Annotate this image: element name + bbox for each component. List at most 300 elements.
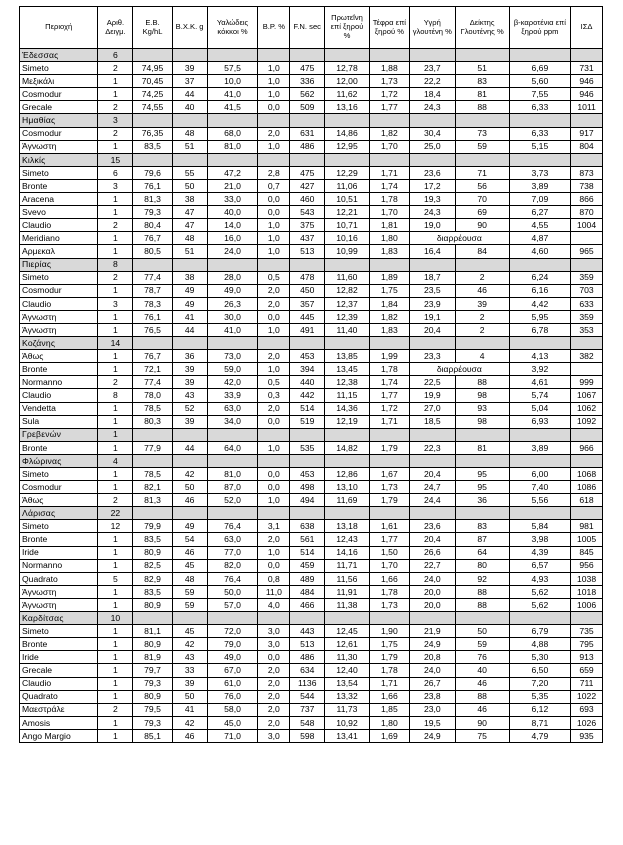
table-cell: 966 <box>571 441 603 454</box>
table-cell: 2,0 <box>258 664 290 677</box>
variety-name: Vendetta <box>20 402 98 415</box>
table-cell: 79,9 <box>133 520 172 533</box>
table-row <box>20 245 603 258</box>
variety-name: Quadrato <box>20 572 98 585</box>
table-cell: 64 <box>455 546 509 559</box>
region-row <box>20 153 603 166</box>
table-cell: 10,99 <box>325 245 370 258</box>
table-cell: 22,7 <box>410 559 456 572</box>
table-cell: 50 <box>172 690 207 703</box>
table-cell: 67,0 <box>207 664 258 677</box>
table-cell: 1,73 <box>369 481 409 494</box>
empty-cell <box>290 454 325 467</box>
table-cell: 95 <box>455 481 509 494</box>
table-cell: 39 <box>172 677 207 690</box>
empty-cell <box>133 507 172 520</box>
variety-name: Μαεστράλε <box>20 703 98 716</box>
table-row <box>20 271 603 284</box>
region-row <box>20 507 603 520</box>
table-cell: 76,35 <box>133 127 172 140</box>
table-row <box>20 703 603 716</box>
table-cell: 357 <box>290 297 325 310</box>
empty-cell <box>455 258 509 271</box>
table-cell: 51 <box>172 245 207 258</box>
table-cell: 83,5 <box>133 140 172 153</box>
table-cell: 46 <box>172 546 207 559</box>
table-cell: 0,0 <box>258 101 290 114</box>
table-cell: 1 <box>98 441 133 454</box>
table-cell: 1038 <box>571 572 603 585</box>
table-row <box>20 206 603 219</box>
table-cell: 51 <box>455 62 509 75</box>
table-cell: 999 <box>571 376 603 389</box>
table-cell: 804 <box>571 140 603 153</box>
table-cell: 90 <box>455 219 509 232</box>
table-cell: 52,0 <box>207 494 258 507</box>
table-cell: 4,13 <box>509 350 570 363</box>
table-cell: 11,69 <box>325 494 370 507</box>
table-cell: 0,5 <box>258 376 290 389</box>
table-cell: 0,5 <box>258 271 290 284</box>
table-cell: 618 <box>571 494 603 507</box>
table-cell: 6,33 <box>509 127 570 140</box>
table-cell: 12,86 <box>325 468 370 481</box>
table-cell: 40,0 <box>207 206 258 219</box>
empty-cell <box>325 153 370 166</box>
table-cell: 40 <box>455 664 509 677</box>
table-cell: 88 <box>455 690 509 703</box>
table-cell: 1,66 <box>369 690 409 703</box>
table-cell: 13,45 <box>325 363 370 376</box>
table-cell: 24,3 <box>410 101 456 114</box>
variety-name: Άγνωστη <box>20 140 98 153</box>
table-cell: 1,71 <box>369 166 409 179</box>
table-cell: 11,40 <box>325 323 370 336</box>
table-cell: 12,95 <box>325 140 370 153</box>
table-cell: 6,79 <box>509 625 570 638</box>
empty-cell <box>571 258 603 271</box>
table-cell: 1,71 <box>369 677 409 690</box>
column-header: Αριθ. Δειγμ. <box>98 7 133 49</box>
table-cell: 1,0 <box>258 88 290 101</box>
table-row <box>20 402 603 415</box>
table-cell: 965 <box>571 245 603 258</box>
table-cell: 12,37 <box>325 297 370 310</box>
table-cell: 11,38 <box>325 598 370 611</box>
table-cell: 1 <box>98 690 133 703</box>
empty-cell <box>207 612 258 625</box>
table-cell: 1,74 <box>369 376 409 389</box>
empty-cell <box>509 153 570 166</box>
region-count: 10 <box>98 612 133 625</box>
table-cell: 78,3 <box>133 297 172 310</box>
table-cell: 12,82 <box>325 284 370 297</box>
table-cell: 548 <box>290 716 325 729</box>
table-cell: 494 <box>290 494 325 507</box>
table-row <box>20 415 603 428</box>
table-cell: 2,8 <box>258 166 290 179</box>
empty-cell <box>410 114 456 127</box>
column-header: Υγρή γλουτένη % <box>410 7 456 49</box>
table-cell: 39 <box>172 415 207 428</box>
empty-cell <box>172 507 207 520</box>
region-name: Καρδίτσας <box>20 612 98 625</box>
table-cell: 1,0 <box>258 245 290 258</box>
table-cell: 20,8 <box>410 651 456 664</box>
table-cell: 4,0 <box>258 598 290 611</box>
table-cell: 82,9 <box>133 572 172 585</box>
table-cell: 48 <box>172 572 207 585</box>
table-cell: 98 <box>455 389 509 402</box>
table-cell: 445 <box>290 310 325 323</box>
table-cell: 16,4 <box>410 245 456 258</box>
empty-cell <box>369 428 409 441</box>
empty-cell <box>133 454 172 467</box>
empty-cell <box>290 114 325 127</box>
table-cell: 7,09 <box>509 193 570 206</box>
table-cell: 638 <box>290 520 325 533</box>
table-cell: 39 <box>172 376 207 389</box>
empty-cell <box>172 114 207 127</box>
table-cell: 1 <box>98 638 133 651</box>
region-name: Έδεσσας <box>20 49 98 62</box>
table-cell: 23,6 <box>410 166 456 179</box>
table-cell: 1,77 <box>369 101 409 114</box>
column-header: Ε.Β. Kg/hL <box>133 7 172 49</box>
table-cell: 19,3 <box>410 193 456 206</box>
table-cell: 37 <box>172 75 207 88</box>
table-cell: 935 <box>571 729 603 742</box>
table-cell: 795 <box>571 638 603 651</box>
table-cell: 1 <box>98 533 133 546</box>
table-cell: 6,57 <box>509 559 570 572</box>
table-cell: 845 <box>571 546 603 559</box>
table-cell: 59 <box>455 638 509 651</box>
table-cell: 78,7 <box>133 284 172 297</box>
empty-cell <box>258 153 290 166</box>
table-cell: 1,50 <box>369 546 409 559</box>
region-name: Γρεβενών <box>20 428 98 441</box>
table-cell: 13,54 <box>325 677 370 690</box>
table-cell: 1 <box>98 140 133 153</box>
table-cell: 36 <box>172 350 207 363</box>
table-cell: 6,33 <box>509 101 570 114</box>
table-cell: 24,0 <box>207 245 258 258</box>
table-cell: 3,73 <box>509 166 570 179</box>
table-cell: 10,51 <box>325 193 370 206</box>
table-cell: 79,0 <box>207 638 258 651</box>
table-cell: 22,5 <box>410 376 456 389</box>
table-cell: 2 <box>98 219 133 232</box>
table-cell: 12,29 <box>325 166 370 179</box>
table-row <box>20 533 603 546</box>
table-cell: 34,0 <box>207 415 258 428</box>
table-cell: 1092 <box>571 415 603 428</box>
table-cell: 0,7 <box>258 179 290 192</box>
table-cell: 80,9 <box>133 690 172 703</box>
table-cell: 5,60 <box>509 75 570 88</box>
table-cell: 437 <box>290 232 325 245</box>
table-cell: 1 <box>98 625 133 638</box>
table-cell: 33,0 <box>207 193 258 206</box>
empty-cell <box>509 337 570 350</box>
table-cell: 13,85 <box>325 350 370 363</box>
table-cell: 12,45 <box>325 625 370 638</box>
table-cell: 1026 <box>571 716 603 729</box>
empty-cell <box>410 428 456 441</box>
table-row <box>20 363 603 376</box>
empty-cell <box>133 153 172 166</box>
table-cell: 76,1 <box>133 310 172 323</box>
table-cell: 917 <box>571 127 603 140</box>
table-cell: 1 <box>98 232 133 245</box>
table-row <box>20 193 603 206</box>
empty-cell <box>455 507 509 520</box>
table-cell: 2 <box>98 62 133 75</box>
empty-cell <box>509 114 570 127</box>
table-cell: 535 <box>290 441 325 454</box>
table-cell: 1 <box>98 677 133 690</box>
table-cell: 80,4 <box>133 219 172 232</box>
table-cell: 4 <box>455 350 509 363</box>
table-cell: 1 <box>98 310 133 323</box>
table-cell: 4,79 <box>509 729 570 742</box>
table-cell: 1,72 <box>369 402 409 415</box>
table-cell: 1,0 <box>258 323 290 336</box>
empty-cell <box>133 49 172 62</box>
empty-cell <box>571 153 603 166</box>
empty-cell <box>571 114 603 127</box>
empty-cell <box>571 507 603 520</box>
table-cell: 460 <box>290 193 325 206</box>
table-cell: 1,77 <box>369 389 409 402</box>
region-count: 3 <box>98 114 133 127</box>
empty-cell <box>207 507 258 520</box>
table-cell: 4,88 <box>509 638 570 651</box>
variety-name: Simeto <box>20 625 98 638</box>
variety-name: Claudio <box>20 219 98 232</box>
table-row <box>20 284 603 297</box>
table-cell: 2,0 <box>258 716 290 729</box>
table-cell: 39 <box>172 363 207 376</box>
table-row <box>20 389 603 402</box>
table-cell: 513 <box>290 638 325 651</box>
table-cell: 76,1 <box>133 179 172 192</box>
table-cell: 12,21 <box>325 206 370 219</box>
table-cell: 26,6 <box>410 546 456 559</box>
table-cell: 4,61 <box>509 376 570 389</box>
table-cell: 956 <box>571 559 603 572</box>
table-cell: 44 <box>172 88 207 101</box>
table-cell: 30,0 <box>207 310 258 323</box>
table-cell: 6,00 <box>509 468 570 481</box>
table-cell: 440 <box>290 376 325 389</box>
table-cell: 1 <box>98 729 133 742</box>
table-cell: 93 <box>455 402 509 415</box>
table-cell: 359 <box>571 271 603 284</box>
table-cell: 8,71 <box>509 716 570 729</box>
variety-name: Normanno <box>20 376 98 389</box>
table-cell: 1 <box>98 206 133 219</box>
empty-cell <box>325 337 370 350</box>
table-cell: 13,16 <box>325 101 370 114</box>
table-cell: 48 <box>172 232 207 245</box>
empty-cell <box>325 507 370 520</box>
table-cell: 5,62 <box>509 598 570 611</box>
table-cell: 77,9 <box>133 441 172 454</box>
table-cell: 71 <box>455 166 509 179</box>
variety-name: Quadrato <box>20 690 98 703</box>
empty-cell <box>172 49 207 62</box>
table-cell: 0,0 <box>258 206 290 219</box>
table-row <box>20 638 603 651</box>
table-cell: 24,7 <box>410 481 456 494</box>
table-cell: 3,89 <box>509 179 570 192</box>
table-cell: 83,5 <box>133 585 172 598</box>
table-cell: 3,0 <box>258 638 290 651</box>
variety-name: Cosmodur <box>20 481 98 494</box>
table-cell: 1,78 <box>369 363 409 376</box>
table-cell: 41 <box>172 310 207 323</box>
table-cell: 1,0 <box>258 363 290 376</box>
table-cell: 28,0 <box>207 271 258 284</box>
table-cell: 50 <box>172 179 207 192</box>
table-cell: 1 <box>98 664 133 677</box>
table-cell: 44 <box>172 323 207 336</box>
table-cell: 1,99 <box>369 350 409 363</box>
table-cell: 41,5 <box>207 101 258 114</box>
table-cell: 1,74 <box>369 179 409 192</box>
table-cell: 2,0 <box>258 677 290 690</box>
table-cell: 0,0 <box>258 559 290 572</box>
table-cell: 77,0 <box>207 546 258 559</box>
table-row <box>20 441 603 454</box>
table-cell: 11,91 <box>325 585 370 598</box>
table-cell: 1,0 <box>258 140 290 153</box>
table-cell: 78,5 <box>133 468 172 481</box>
table-cell: 88 <box>455 598 509 611</box>
empty-cell <box>571 49 603 62</box>
table-cell: 22,3 <box>410 441 456 454</box>
empty-cell <box>172 612 207 625</box>
table-cell: 1,78 <box>369 664 409 677</box>
empty-cell <box>325 612 370 625</box>
table-cell: 1 <box>98 402 133 415</box>
table-cell: 0,0 <box>258 481 290 494</box>
table-cell: 1,77 <box>369 533 409 546</box>
table-cell: 82,0 <box>207 559 258 572</box>
table-cell: 78,5 <box>133 402 172 415</box>
variety-name: Μεξικάλι <box>20 75 98 88</box>
table-cell: 46 <box>455 703 509 716</box>
empty-cell <box>455 454 509 467</box>
table-cell: 1068 <box>571 468 603 481</box>
table-cell: 491 <box>290 323 325 336</box>
table-cell: 1,72 <box>369 88 409 101</box>
table-cell: 14,82 <box>325 441 370 454</box>
table-cell: 73 <box>455 127 509 140</box>
table-cell: 59,0 <box>207 363 258 376</box>
table-cell <box>571 363 603 376</box>
table-cell: 63,0 <box>207 402 258 415</box>
table-cell: 866 <box>571 193 603 206</box>
variety-name: Άγνωστη <box>20 598 98 611</box>
table-cell: 498 <box>290 481 325 494</box>
table-row <box>20 677 603 690</box>
table-cell <box>571 232 603 245</box>
table-cell: 70,45 <box>133 75 172 88</box>
table-cell: 1,83 <box>369 323 409 336</box>
table-cell: 561 <box>290 533 325 546</box>
variety-name: Άθως <box>20 494 98 507</box>
table-cell: 42,0 <box>207 376 258 389</box>
table-cell: 49,0 <box>207 651 258 664</box>
variety-name: Simeto <box>20 520 98 533</box>
variety-name: Svevo <box>20 206 98 219</box>
table-cell: 1,0 <box>258 546 290 559</box>
table-cell: 2,0 <box>258 402 290 415</box>
table-cell: 3,98 <box>509 533 570 546</box>
table-cell: 1,0 <box>258 494 290 507</box>
table-cell: 82,1 <box>133 481 172 494</box>
table-cell: 1,80 <box>369 716 409 729</box>
empty-cell <box>133 612 172 625</box>
table-cell: 30,4 <box>410 127 456 140</box>
table-cell: 13,10 <box>325 481 370 494</box>
table-cell: 90 <box>455 716 509 729</box>
table-cell: 80,5 <box>133 245 172 258</box>
empty-cell <box>571 454 603 467</box>
table-cell: 3,0 <box>258 625 290 638</box>
region-count: 6 <box>98 49 133 62</box>
table-row <box>20 572 603 585</box>
variety-name: Simeto <box>20 62 98 75</box>
table-cell: 5,56 <box>509 494 570 507</box>
table-cell: 2,0 <box>258 533 290 546</box>
table-cell: 18,7 <box>410 271 456 284</box>
table-cell: 1 <box>98 651 133 664</box>
empty-cell <box>207 49 258 62</box>
table-cell: 6 <box>98 166 133 179</box>
column-header: Β.Χ.Κ. g <box>172 7 207 49</box>
empty-cell <box>455 153 509 166</box>
table-cell: 12,38 <box>325 376 370 389</box>
table-row <box>20 690 603 703</box>
table-cell: 36 <box>455 494 509 507</box>
region-row <box>20 612 603 625</box>
table-cell: 11,60 <box>325 271 370 284</box>
table-cell: 459 <box>290 559 325 572</box>
region-name: Λάρισας <box>20 507 98 520</box>
table-cell: 57,5 <box>207 62 258 75</box>
table-cell: 0,3 <box>258 389 290 402</box>
region-count: 22 <box>98 507 133 520</box>
table-cell: 0,0 <box>258 468 290 481</box>
table-cell: 83,5 <box>133 533 172 546</box>
table-cell: 87 <box>455 533 509 546</box>
table-row <box>20 468 603 481</box>
variety-name: Normanno <box>20 559 98 572</box>
table-cell: 1 <box>98 350 133 363</box>
variety-name: Simeto <box>20 166 98 179</box>
table-row <box>20 520 603 533</box>
region-row <box>20 258 603 271</box>
variety-name: Claudio <box>20 677 98 690</box>
table-cell: 88 <box>455 376 509 389</box>
table-cell: 4,93 <box>509 572 570 585</box>
table-cell: 80,9 <box>133 546 172 559</box>
table-cell: 19,0 <box>410 219 456 232</box>
